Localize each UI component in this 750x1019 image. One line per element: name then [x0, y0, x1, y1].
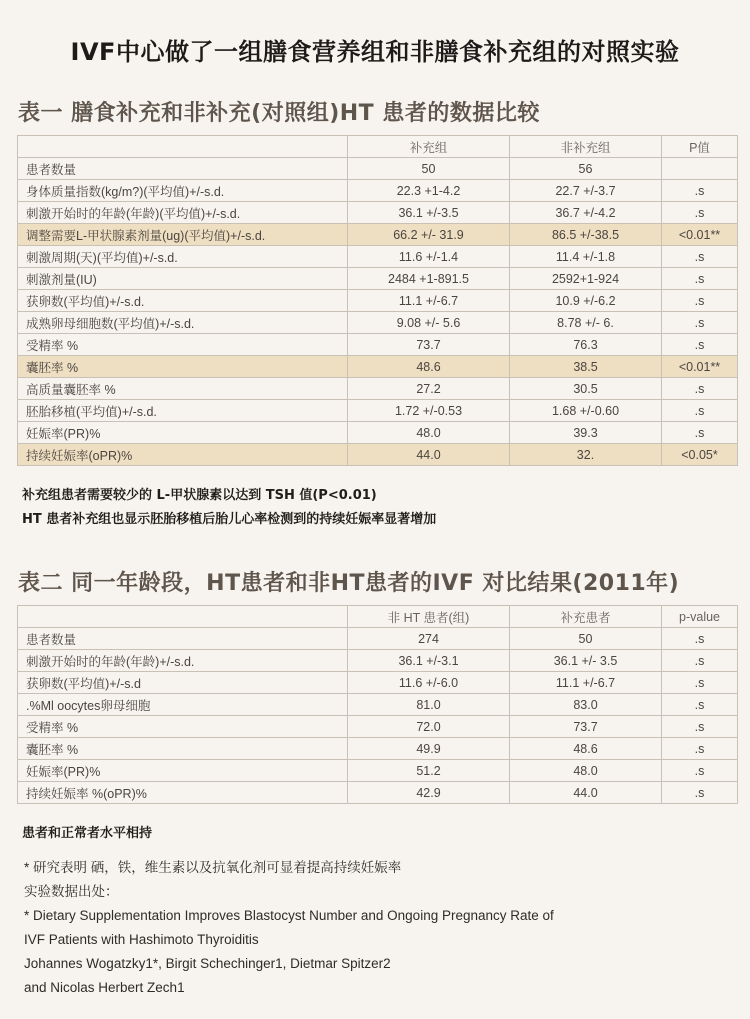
table-cell: .s — [662, 760, 738, 782]
table-cell: 86.5 +/-38.5 — [510, 224, 662, 246]
table-cell: 36.1 +/-3.1 — [348, 650, 510, 672]
row-label: 身体质量指数(kg/m?)(平均值)+/-s.d. — [18, 180, 348, 202]
table-row — [18, 334, 738, 356]
row-label: 患者数量 — [18, 628, 348, 650]
table-row — [18, 628, 738, 650]
table-cell: 42.9 — [348, 782, 510, 804]
column-header: 非 HT 患者(组) — [348, 606, 510, 628]
row-label: 持续妊娠率(oPR)% — [18, 444, 348, 466]
table-cell: .s — [662, 180, 738, 202]
table-cell: 30.5 — [510, 378, 662, 400]
column-header: P值 — [662, 136, 738, 158]
table-row — [18, 694, 738, 716]
column-header: 补充组 — [348, 136, 510, 158]
table-cell: .s — [662, 268, 738, 290]
table-cell: 9.08 +/- 5.6 — [348, 312, 510, 334]
footer-line: * Dietary Supplementation Improves Blastocyst Number and Ongoing Pregnancy Rate of — [24, 908, 554, 923]
table-cell: 76.3 — [510, 334, 662, 356]
table-cell: 11.6 +/-1.4 — [348, 246, 510, 268]
table-row — [18, 422, 738, 444]
table-cell: .s — [662, 312, 738, 334]
table-cell: 22.3 +1-4.2 — [348, 180, 510, 202]
table-cell: 48.6 — [510, 738, 662, 760]
table-cell: 50 — [510, 628, 662, 650]
table-row — [18, 378, 738, 400]
table-cell: <0.01** — [662, 356, 738, 378]
table-cell: 73.7 — [348, 334, 510, 356]
table-cell: .s — [662, 738, 738, 760]
table-cell: .s — [662, 782, 738, 804]
table-row — [18, 444, 738, 466]
row-label: 刺激开始时的年龄(年龄)+/-s.d. — [18, 650, 348, 672]
table-cell: 27.2 — [348, 378, 510, 400]
table-cell: 1.72 +/-0.53 — [348, 400, 510, 422]
footer-line: Johannes Wogatzky1*, Birgit Schechinger1, Dietmar Spitzer2 — [24, 956, 391, 971]
footer-line: and Nicolas Herbert Zech1 — [24, 980, 185, 995]
page-title: IVF中心做了一组膳食营养组和非膳食补充组的对照实验 — [70, 38, 680, 66]
table-cell: .s — [662, 400, 738, 422]
row-label: 受精率 % — [18, 334, 348, 356]
row-label: 受精率 % — [18, 716, 348, 738]
table-cell: .s — [662, 672, 738, 694]
footer-line: * 研究表明 硒，铁，维生素以及抗氧化剂可显着提高持续妊娠率 — [24, 860, 402, 875]
table-cell: .s — [662, 290, 738, 312]
row-label: 刺激周期(天)(平均值)+/-s.d. — [18, 246, 348, 268]
table-cell: 2592+1-924 — [510, 268, 662, 290]
table-cell: <0.01** — [662, 224, 738, 246]
row-label: 刺激开始时的年龄(年龄)(平均值)+/-s.d. — [18, 202, 348, 224]
row-label: 刺激剂量(IU) — [18, 268, 348, 290]
table2 — [17, 605, 738, 804]
table-cell: 2484 +1-891.5 — [348, 268, 510, 290]
table-cell: 81.0 — [348, 694, 510, 716]
table-cell: .s — [662, 202, 738, 224]
table-cell: 49.9 — [348, 738, 510, 760]
table-cell: 8.78 +/- 6. — [510, 312, 662, 334]
table-cell: 66.2 +/- 31.9 — [348, 224, 510, 246]
table-row — [18, 400, 738, 422]
row-label: 持续妊娠率 %(oPR)% — [18, 782, 348, 804]
table-cell: 72.0 — [348, 716, 510, 738]
footer-references — [24, 856, 554, 1000]
table2-title: 表二 同一年龄段，HT患者和非HT患者的IVF 对比结果(2011年) — [18, 571, 680, 596]
table-row — [18, 650, 738, 672]
table2-note: 患者和正常者水平相持 — [22, 826, 153, 841]
table1-title: 表一 膳食补充和非补充(对照组)HT 患者的数据比较 — [18, 101, 540, 126]
column-header — [18, 606, 348, 628]
row-label: 妊娠率(PR)% — [18, 760, 348, 782]
table-cell: 10.9 +/-6.2 — [510, 290, 662, 312]
table-row — [18, 760, 738, 782]
table1 — [17, 135, 738, 466]
table-cell: 36.1 +/-3.5 — [348, 202, 510, 224]
table-row — [18, 246, 738, 268]
table1-note-2: HT 患者补充组也显示胚胎移植后胎儿心率检测到的持续妊娠率显著增加 — [22, 512, 437, 527]
row-label: 囊胚率 % — [18, 356, 348, 378]
table-row — [18, 290, 738, 312]
footer-line: IVF Patients with Hashimoto Thyroiditis — [24, 932, 259, 947]
column-header: 非补充组 — [510, 136, 662, 158]
row-label: 囊胚率 % — [18, 738, 348, 760]
table-cell: 50 — [348, 158, 510, 180]
table-cell: .s — [662, 628, 738, 650]
table-row — [18, 268, 738, 290]
table-cell: 22.7 +/-3.7 — [510, 180, 662, 202]
row-label: 获卵数(平均值)+/-s.d. — [18, 290, 348, 312]
column-header — [18, 136, 348, 158]
table-row — [18, 158, 738, 180]
table-row — [18, 782, 738, 804]
header-row — [18, 606, 738, 628]
table-cell: 36.1 +/- 3.5 — [510, 650, 662, 672]
table-cell: 11.1 +/-6.7 — [348, 290, 510, 312]
table-cell: .s — [662, 694, 738, 716]
table-row — [18, 716, 738, 738]
table-row — [18, 356, 738, 378]
footer-line: 实验数据出处： — [24, 884, 119, 899]
table-cell: 1.68 +/-0.60 — [510, 400, 662, 422]
row-label: 妊娠率(PR)% — [18, 422, 348, 444]
table1-note-1: 补充组患者需要较少的 L-甲状腺素以达到 TSH 值(P<0.01) — [22, 488, 377, 503]
table-cell: 39.3 — [510, 422, 662, 444]
table-cell: <0.05* — [662, 444, 738, 466]
table-cell: 44.0 — [348, 444, 510, 466]
column-header: p-value — [662, 606, 738, 628]
row-label: 获卵数(平均值)+/-s.d — [18, 672, 348, 694]
table-cell: 56 — [510, 158, 662, 180]
table-cell: .s — [662, 716, 738, 738]
table-cell: .s — [662, 334, 738, 356]
row-label: 调整需要L-甲状腺素剂量(ug)(平均值)+/-s.d. — [18, 224, 348, 246]
table-cell: 36.7 +/-4.2 — [510, 202, 662, 224]
table-cell: 51.2 — [348, 760, 510, 782]
table-cell: 73.7 — [510, 716, 662, 738]
row-label: 高质量囊胚率 % — [18, 378, 348, 400]
table-row — [18, 672, 738, 694]
table-row — [18, 312, 738, 334]
column-header: 补充患者 — [510, 606, 662, 628]
table-cell: 11.1 +/-6.7 — [510, 672, 662, 694]
table-cell: 48.0 — [348, 422, 510, 444]
table-cell: 38.5 — [510, 356, 662, 378]
row-label: 胚胎移植(平均值)+/-s.d. — [18, 400, 348, 422]
table-cell: .s — [662, 422, 738, 444]
table-cell: 32. — [510, 444, 662, 466]
row-label: 患者数量 — [18, 158, 348, 180]
table-cell: .s — [662, 650, 738, 672]
table-cell: 11.6 +/-6.0 — [348, 672, 510, 694]
table-row — [18, 224, 738, 246]
table-cell — [662, 158, 738, 180]
table-cell: 48.6 — [348, 356, 510, 378]
table-cell: .s — [662, 378, 738, 400]
table-cell: .s — [662, 246, 738, 268]
table-cell: 83.0 — [510, 694, 662, 716]
table-row — [18, 202, 738, 224]
row-label: 成熟卵母细胞数(平均值)+/-s.d. — [18, 312, 348, 334]
table-cell: 274 — [348, 628, 510, 650]
table-row — [18, 738, 738, 760]
table-cell: 11.4 +/-1.8 — [510, 246, 662, 268]
row-label: .%Ml oocytes卵母细胞 — [18, 694, 348, 716]
table-row — [18, 180, 738, 202]
header-row — [18, 136, 738, 158]
table-cell: 44.0 — [510, 782, 662, 804]
table-cell: 48.0 — [510, 760, 662, 782]
